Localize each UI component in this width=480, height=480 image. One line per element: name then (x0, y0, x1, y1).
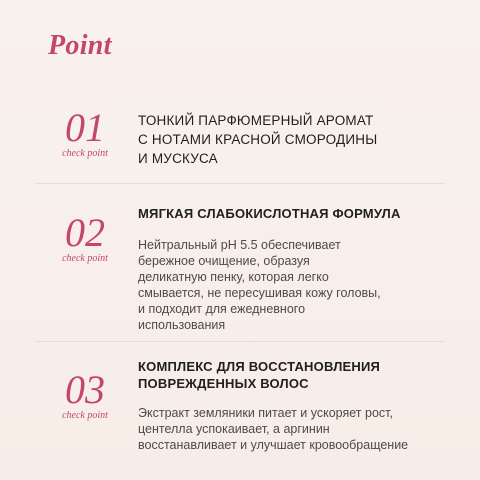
point-1-heading: ТОНКИЙ ПАРФЮМЕРНЫЙ АРОМАТ С НОТАМИ КРАСНОЙ СМОРОДИНЫ И МУСКУСА (138, 113, 378, 166)
point-2-number: 02 (65, 210, 105, 255)
divider-2 (35, 341, 445, 342)
point-1-number: 01 (65, 105, 105, 150)
point-3-description: Экстракт земляники питает и ускоряет рост, центелла успокаивает, а аргинин восстанавливает и улучшает кровообращение (138, 406, 409, 452)
divider-1 (35, 183, 445, 184)
point-1 (35, 105, 445, 178)
point-3-number: 03 (65, 367, 105, 412)
point-1-number-block (55, 105, 115, 160)
point-2-label: check point (62, 253, 108, 264)
point-3 (35, 358, 445, 468)
point-2 (35, 205, 445, 335)
point-3-heading: КОМПЛЕКС ДЛЯ ВОССТАНОВЛЕНИЯ ПОВРЕЖДЕННЫХ ВОЛОС (138, 359, 381, 391)
point-3-label: check point (62, 410, 108, 421)
point-1-label: check point (62, 148, 108, 159)
point-1-text (138, 111, 448, 168)
point-2-heading: МЯГКАЯ СЛАБОКИСЛОТНАЯ ФОРМУЛА (138, 206, 401, 221)
point-2-number-block (55, 210, 115, 265)
point-2-description: Нейтральный pH 5.5 обеспечивает бережное очищение, образуя деликатную пенку, которая легко смывается, не пересушивая кожу головы, и подходит для ежедневного использования (138, 238, 381, 332)
page-title: Point (48, 30, 112, 61)
point-3-text (138, 358, 448, 453)
point-2-text (138, 205, 448, 333)
point-3-number-block (55, 367, 115, 422)
